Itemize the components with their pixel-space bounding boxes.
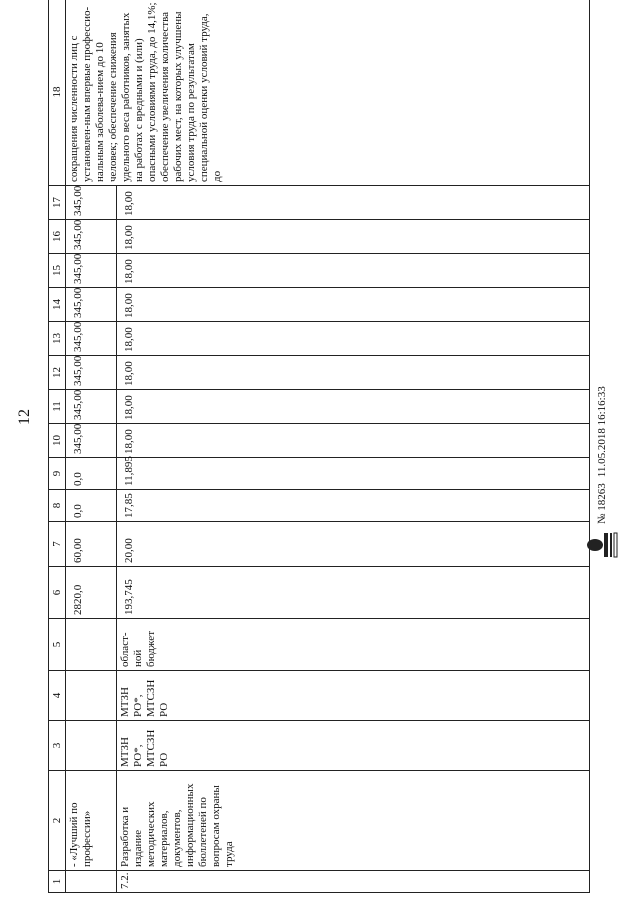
column-number: 6 [49, 567, 66, 619]
year-amount: 345,00 [66, 424, 117, 458]
column-number: 7 [49, 522, 66, 567]
responsible [66, 671, 117, 721]
year-amount: 345,00 [66, 322, 117, 356]
funding-source: област-ной бюджет [117, 619, 590, 671]
column-number: 4 [49, 671, 66, 721]
column-number: 16 [49, 220, 66, 254]
year-amount: 18,00 [117, 356, 590, 390]
column-number: 2 [49, 771, 66, 871]
rotated-table-container [48, 2, 590, 893]
activity-name: - «Лучший по профессии» [66, 771, 117, 871]
column-number: 13 [49, 322, 66, 356]
year-amount: 345,00 [66, 220, 117, 254]
column-number: 12 [49, 356, 66, 390]
year-amount: 11,895 [117, 458, 590, 490]
year-amount: 345,00 [66, 186, 117, 220]
year-amount: 18,00 [117, 424, 590, 458]
column-number: 17 [49, 186, 66, 220]
year-amount: 20,00 [117, 522, 590, 567]
column-number-row [49, 0, 66, 893]
column-number: 15 [49, 254, 66, 288]
table-row [66, 0, 117, 893]
column-number: 1 [49, 871, 66, 893]
year-amount: 18,00 [117, 220, 590, 254]
year-amount: 0,0 [66, 490, 117, 522]
funding-source [66, 619, 117, 671]
page-number: 12 [16, 409, 33, 425]
column-number: 3 [49, 721, 66, 771]
column-number: 18 [49, 0, 66, 186]
executor [66, 721, 117, 771]
year-amount: 0,0 [66, 458, 117, 490]
registration-datetime: 11.05.2018 16:16:33 [596, 386, 608, 478]
emblem-icon [585, 530, 619, 560]
expected-results: сокращения численности лиц с установлен-ным впервые профессио-нальным заболева-нием до 10 человек; обеспечение снижения удельного веса работников, занятых на работах с вредными и (или) опасными условиями труда, до 14,1%; обеспечение увеличения количества рабочих мест, на которых улучшены условия труда по результатам специальной оценки условий труда, до [66, 0, 590, 186]
year-amount: 345,00 [66, 288, 117, 322]
column-number: 8 [49, 490, 66, 522]
year-amount: 18,00 [117, 322, 590, 356]
activity-name: Разработка и издание методических материалов, документов, информационных бюллетеней по вопросам охраны труда [117, 771, 590, 871]
year-amount: 18,00 [117, 390, 590, 424]
row-index [66, 871, 117, 893]
year-amount: 60,00 [66, 522, 117, 567]
column-number: 10 [49, 424, 66, 458]
program-table [48, 0, 590, 893]
year-amount: 18,00 [117, 254, 590, 288]
responsible: МТЗН РО*, МТСЗН РО [117, 671, 590, 721]
column-number: 9 [49, 458, 66, 490]
year-amount: 17,85 [117, 490, 590, 522]
total-amount: 2820,0 [66, 567, 117, 619]
column-number: 14 [49, 288, 66, 322]
year-amount: 345,00 [66, 356, 117, 390]
year-amount: 18,00 [117, 186, 590, 220]
year-amount: 345,00 [66, 390, 117, 424]
column-number: 5 [49, 619, 66, 671]
row-index: 7.2. [117, 871, 590, 893]
registration-number: № 18263 [596, 483, 608, 524]
year-amount: 345,00 [66, 254, 117, 288]
column-number: 11 [49, 390, 66, 424]
executor: МТЗН РО*, МТСЗН РО [117, 721, 590, 771]
registration-stamp [582, 200, 622, 560]
year-amount: 18,00 [117, 288, 590, 322]
total-amount: 193,745 [117, 567, 590, 619]
